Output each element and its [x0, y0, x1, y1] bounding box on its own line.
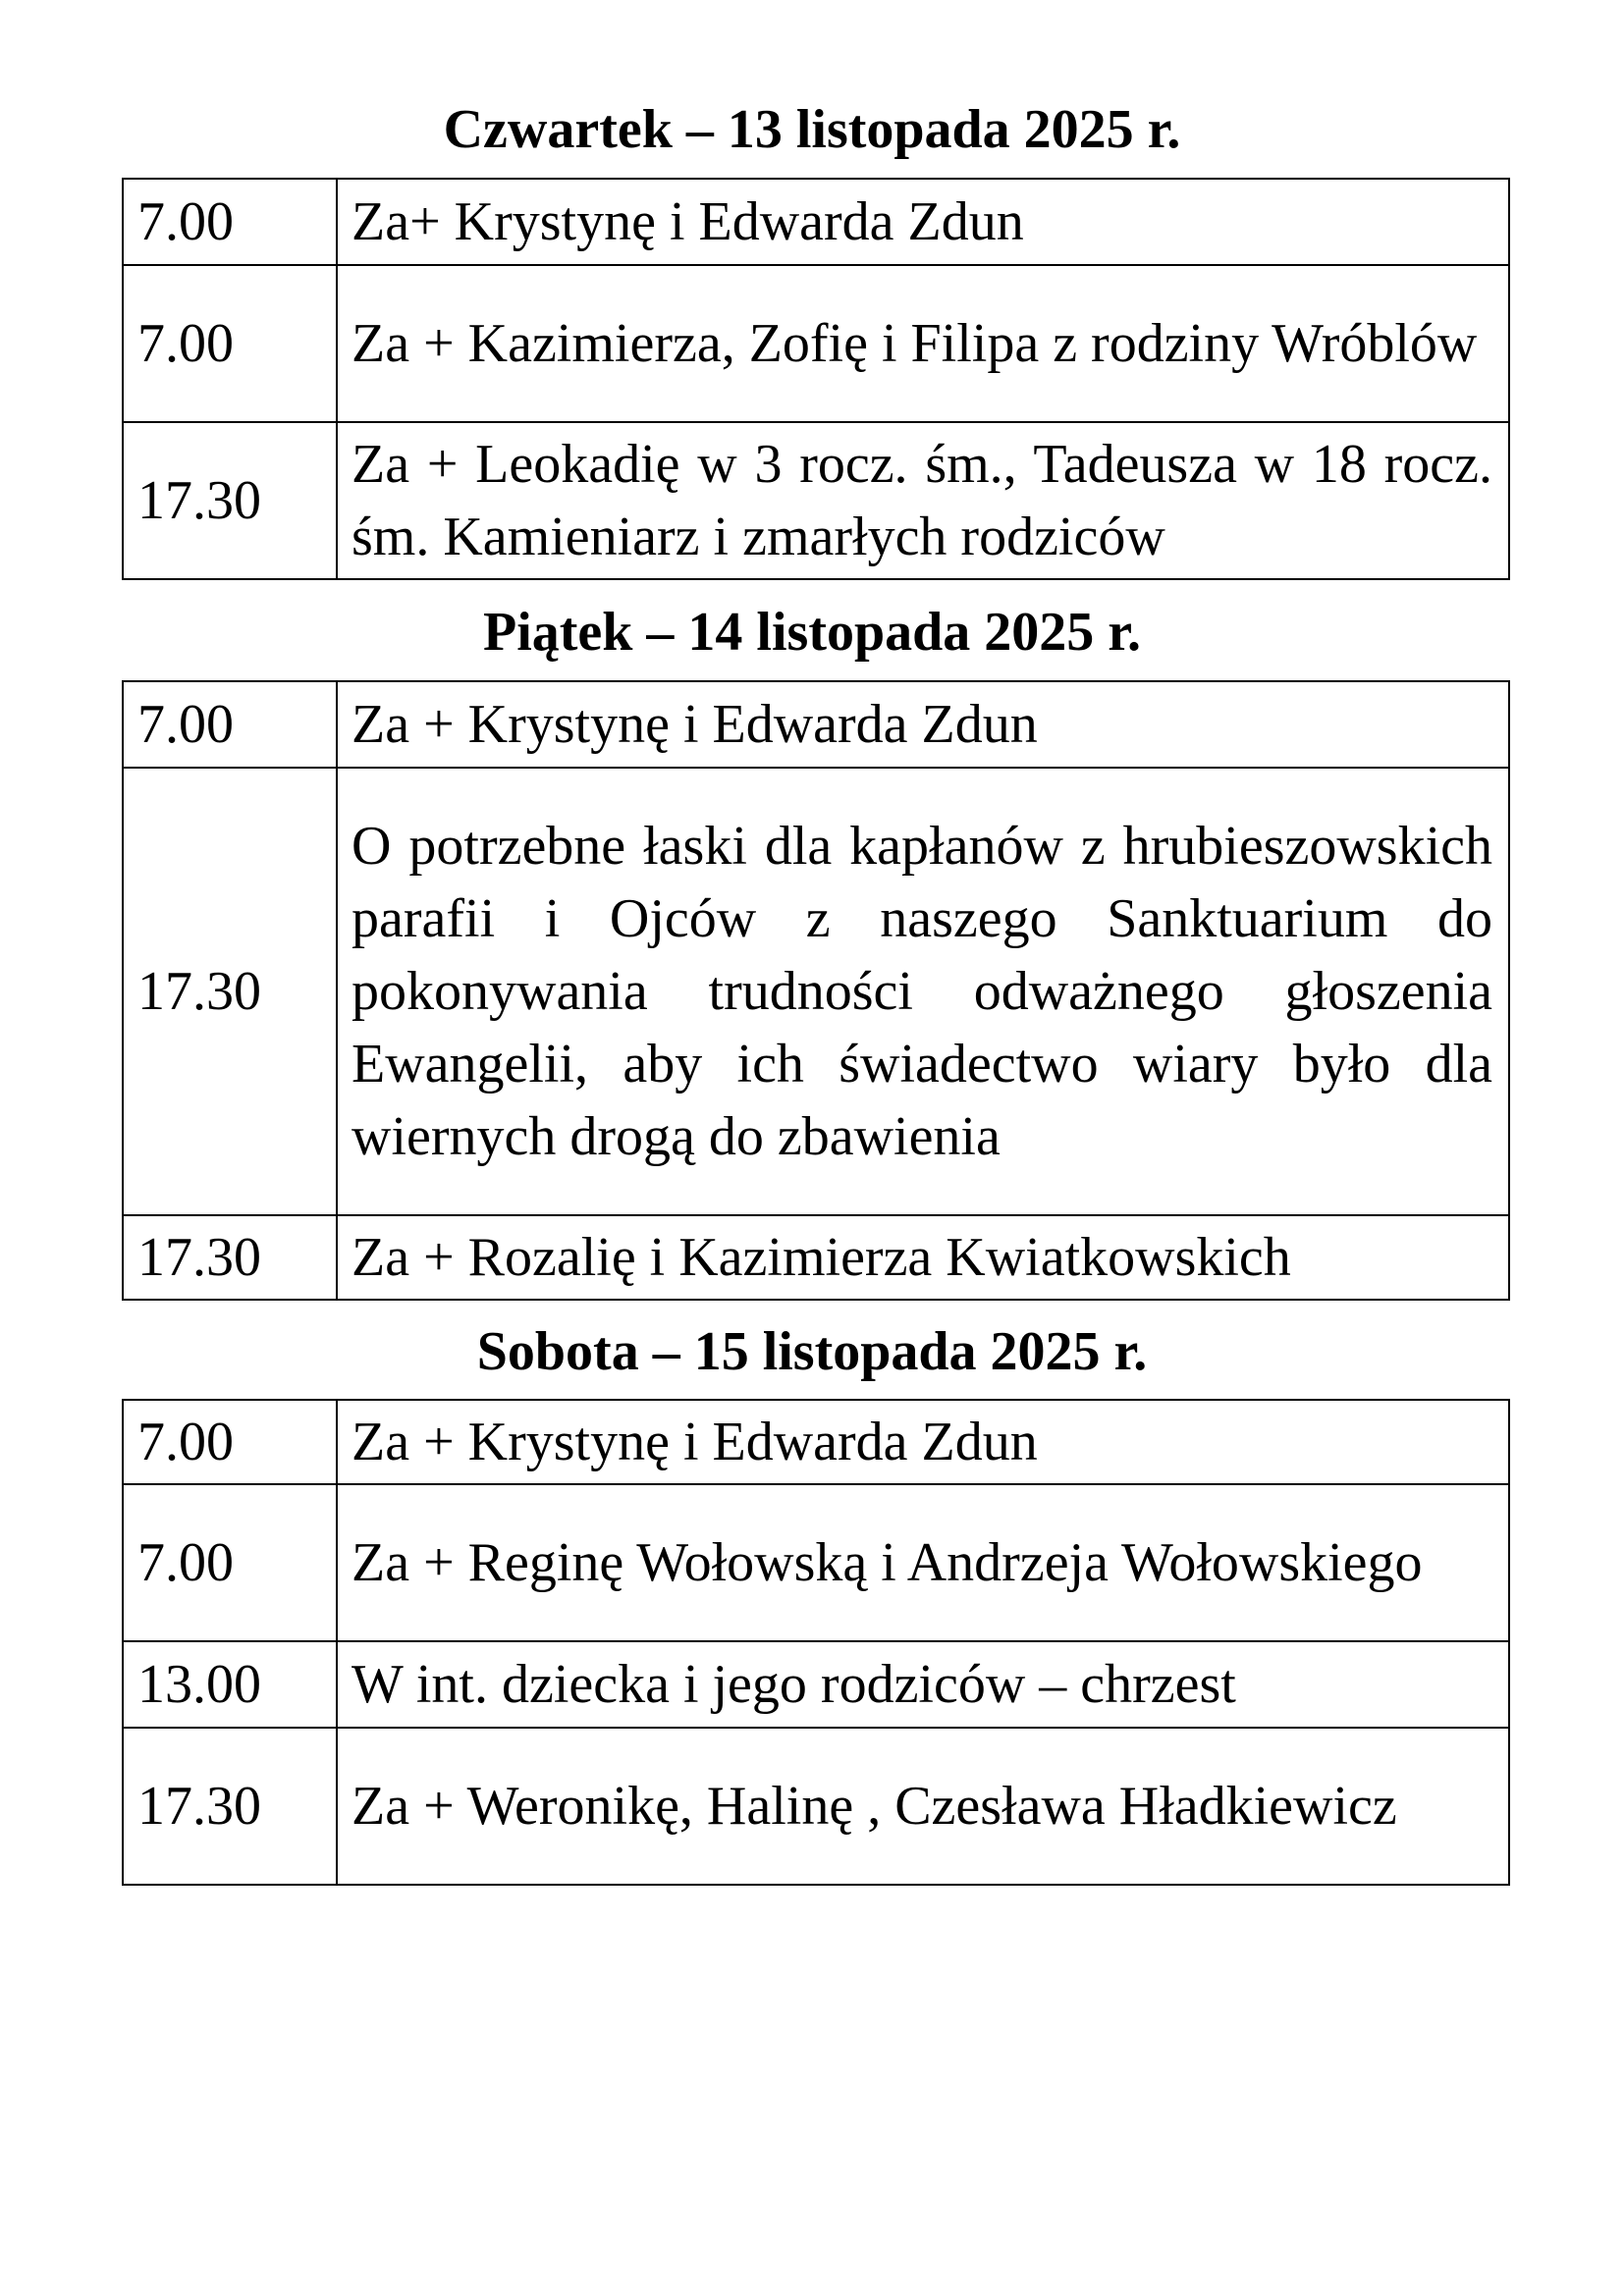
mass-time: 7.00	[123, 681, 337, 768]
mass-intention: Za+ Krystynę i Edwarda Zdun	[337, 179, 1509, 265]
mass-intention: Za + Reginę Wołowską i Andrzeja Wołowskiego	[337, 1484, 1509, 1641]
table-row	[123, 179, 1509, 265]
table-row	[123, 768, 1509, 1215]
day-title-thursday: Czwartek – 13 listopada 2025 r.	[443, 99, 1181, 160]
mass-intention: Za + Krystynę i Edwarda Zdun	[337, 681, 1509, 768]
mass-intention: Za + Weronikę, Halinę , Czesława Hładkiewicz	[337, 1728, 1509, 1885]
mass-intention: Za + Kazimierza, Zofię i Filipa z rodziny Wróblów	[337, 265, 1509, 422]
mass-time: 13.00	[123, 1641, 337, 1728]
table-row	[123, 1641, 1509, 1728]
mass-intention: Za + Leokadię w 3 rocz. śm., Tadeusza w 18 rocz. śm. Kamieniarz i zmarłych rodziców	[337, 422, 1509, 579]
mass-time: 17.30	[123, 1728, 337, 1885]
mass-time: 7.00	[123, 265, 337, 422]
mass-time: 7.00	[123, 179, 337, 265]
table-row	[123, 422, 1509, 579]
mass-intention: Za + Krystynę i Edwarda Zdun	[337, 1400, 1509, 1484]
mass-intention: Za + Rozalię i Kazimierza Kwiatkowskich	[337, 1215, 1509, 1300]
table-row	[123, 1728, 1509, 1885]
table-row	[123, 265, 1509, 422]
mass-time: 7.00	[123, 1484, 337, 1641]
table-row	[123, 681, 1509, 768]
mass-intention: W int. dziecka i jego rodziców – chrzest	[337, 1641, 1509, 1728]
day-title-friday: Piątek – 14 listopada 2025 r.	[483, 602, 1141, 663]
mass-time: 17.30	[123, 1215, 337, 1300]
table-row	[123, 1484, 1509, 1641]
mass-time: 17.30	[123, 768, 337, 1215]
mass-time: 17.30	[123, 422, 337, 579]
mass-intention: O potrzebne łaski dla kapłanów z hrubieszowskich parafii i Ojców z naszego Sanktuarium do pokonywania trudności odważnego głoszenia Ewangelii, aby ich świadectwo wiary było dla wiernych drogą do zbawienia	[337, 768, 1509, 1215]
mass-schedule-friday	[122, 680, 1510, 1301]
table-row	[123, 1215, 1509, 1300]
table-row	[123, 1400, 1509, 1484]
mass-schedule-saturday	[122, 1399, 1510, 1886]
mass-schedule-thursday	[122, 178, 1510, 580]
day-title-saturday: Sobota – 15 listopada 2025 r.	[476, 1321, 1148, 1382]
mass-time: 7.00	[123, 1400, 337, 1484]
